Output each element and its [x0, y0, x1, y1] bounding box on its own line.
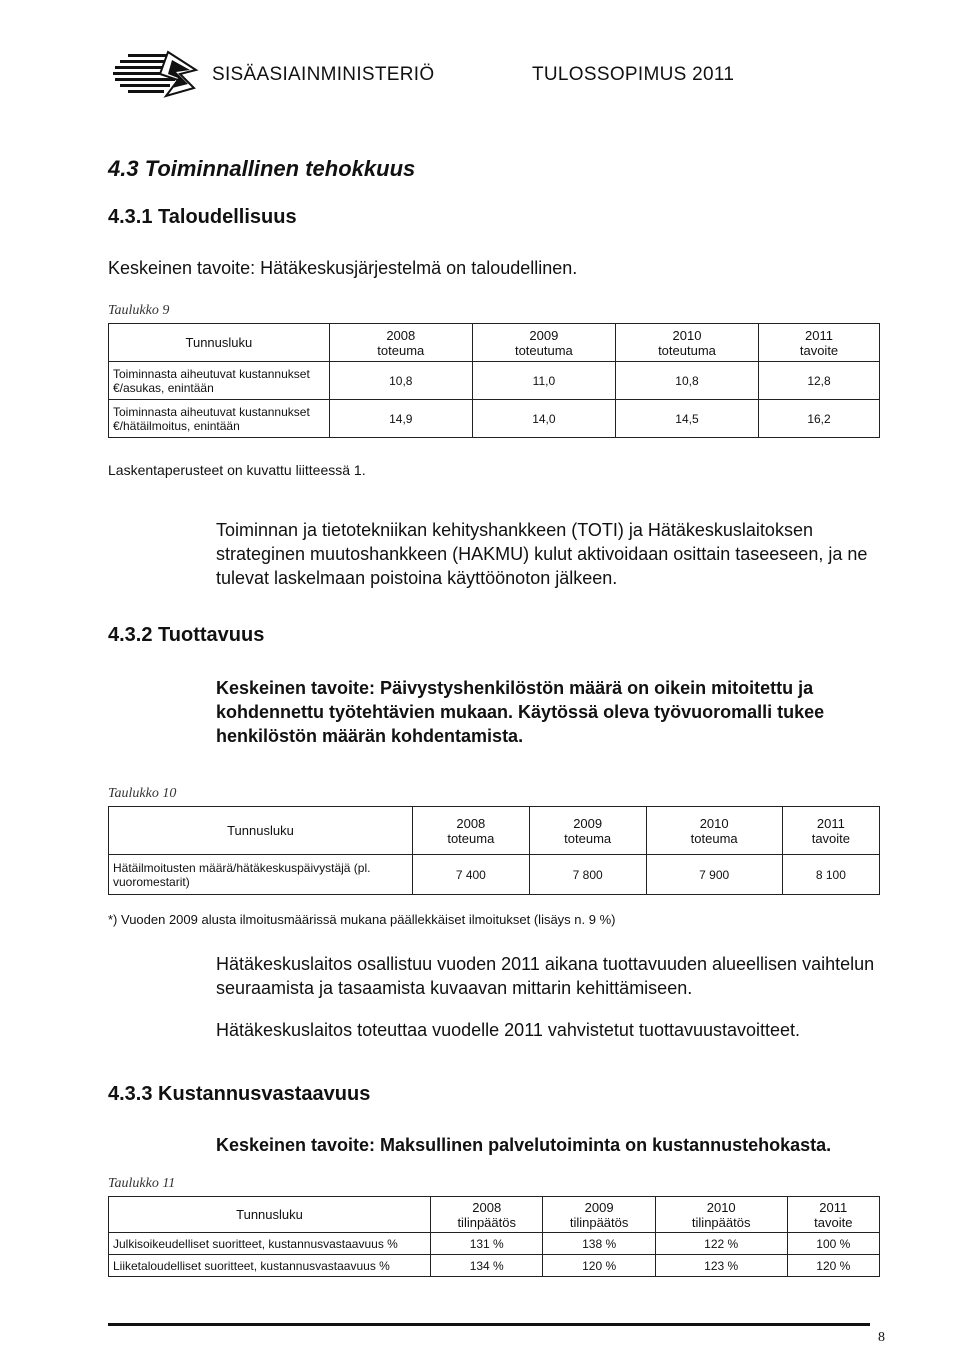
document-title: TULOSSOPIMUS 2011 [532, 64, 735, 85]
table-header-row [109, 1197, 880, 1233]
table-cell: 14,9 [329, 400, 472, 438]
subsection-heading-cost-recovery: 4.3.3 Kustannusvastaavuus [108, 1083, 371, 1105]
table-cell: 14,0 [472, 400, 615, 438]
table-header-cell: 2008 tilinpäätös [431, 1197, 543, 1233]
table-row [109, 855, 880, 895]
table-cell-label: Hätäilmoitusten määrä/hätäkeskuspäivystäjä (pl. vuoromestarit) [109, 855, 413, 895]
table-cell: 134 % [431, 1255, 543, 1277]
table-header-cell: 2010 tilinpäätös [655, 1197, 787, 1233]
table-header-cell: 2011 tavoite [787, 1197, 879, 1233]
table-cell: 7 900 [646, 855, 782, 895]
table-cell: 122 % [655, 1233, 787, 1255]
table-header-cell: 2010 toteutuma [615, 324, 758, 362]
economy-goal: Keskeinen tavoite: Hätäkeskusjärjestelmä on taloudellinen. [108, 258, 578, 278]
table-cell: 11,0 [472, 362, 615, 400]
table-header-cell: 2009 tilinpäätös [543, 1197, 655, 1233]
table-cell-label: Julkisoikeudelliset suoritteet, kustannusvastaavuus % [109, 1233, 431, 1255]
table-10 [108, 806, 880, 895]
subsection-heading-economy: 4.3.1 Taloudellisuus [108, 206, 297, 228]
table-cell: 16,2 [759, 400, 880, 438]
table-cell: 120 % [787, 1255, 879, 1277]
table-row [109, 1255, 880, 1277]
table-header-cell: 2008 toteuma [412, 807, 529, 855]
table-row [109, 362, 880, 400]
table-header-row [109, 324, 880, 362]
table-cell-label: Toiminnasta aiheutuvat kustannukset €/asukas, enintään [109, 362, 330, 400]
table-cell: 14,5 [615, 400, 758, 438]
productivity-paragraph-1: Hätäkeskuslaitos osallistuu vuoden 2011 aikana tuottavuuden alueellisen vaihtelun seuraamista ja tasaamista kuvaavan mittarin kehittämiseen. [216, 954, 875, 998]
footer-rule [108, 1323, 870, 1326]
productivity-goal: Keskeinen tavoite: Päivystyshenkilöstön määrä on oikein mitoitettu ja kohdennettu työtehtävien mukaan. Käytössä oleva työvuoromalli tukee henkilöstön määrän kohdentamista. [216, 678, 825, 746]
table-header-cell: Tunnusluku [109, 324, 330, 362]
table-11 [108, 1196, 880, 1277]
table-header-cell: 2011 tavoite [759, 324, 880, 362]
subsection-heading-productivity: 4.3.2 Tuottavuus [108, 624, 265, 646]
table-header-cell: 2008 toteuma [329, 324, 472, 362]
toti-hakmu-paragraph: Toiminnan ja tietotekniikan kehityshankkeen (TOTI) ja Hätäkeskuslaitoksen strateginen muutoshankkeen (HAKMU) kulut aktivoidaan osittain taseeseen, ja ne tulevat laskelmaan poistoina käyttöönoton jälkeen. [216, 520, 868, 588]
table-header-cell: Tunnusluku [109, 807, 413, 855]
table-cell: 10,8 [329, 362, 472, 400]
table-row [109, 400, 880, 438]
table-cell: 10,8 [615, 362, 758, 400]
table-9 [108, 323, 880, 438]
table-11-caption: Taulukko 11 [108, 1176, 176, 1191]
footnote: *) Vuoden 2009 alusta ilmoitusmäärissä mukana päällekkäiset ilmoitukset (lisäys n. 9 %) [108, 912, 616, 927]
page-number: 8 [878, 1330, 885, 1345]
table-cell-label: Liiketaloudelliset suoritteet, kustannusvastaavuus % [109, 1255, 431, 1277]
calculation-note: Laskentaperusteet on kuvattu liitteessä 1. [108, 462, 366, 478]
cost-recovery-goal: Keskeinen tavoite: Maksullinen palvelutoiminta on kustannustehokasta. [216, 1135, 832, 1155]
table-header-cell: Tunnusluku [109, 1197, 431, 1233]
section-heading: 4.3 Toiminnallinen tehokkuus [108, 156, 416, 181]
table-header-cell: 2011 tavoite [782, 807, 879, 855]
table-cell-label: Toiminnasta aiheutuvat kustannukset €/hätäilmoitus, enintään [109, 400, 330, 438]
table-cell: 123 % [655, 1255, 787, 1277]
table-cell: 7 400 [412, 855, 529, 895]
table-header-row [109, 807, 880, 855]
table-header-cell: 2009 toteutuma [472, 324, 615, 362]
table-row [109, 1233, 880, 1255]
table-cell: 12,8 [759, 362, 880, 400]
productivity-paragraph-2: Hätäkeskuslaitos toteuttaa vuodelle 2011 vahvistetut tuottavuustavoitteet. [216, 1020, 801, 1040]
table-10-caption: Taulukko 10 [108, 786, 177, 801]
table-header-cell: 2009 toteuma [529, 807, 646, 855]
table-cell: 100 % [787, 1233, 879, 1255]
table-cell: 120 % [543, 1255, 655, 1277]
ministry-logo-icon [110, 48, 200, 100]
table-cell: 138 % [543, 1233, 655, 1255]
table-9-caption: Taulukko 9 [108, 303, 170, 318]
table-header-cell: 2010 toteuma [646, 807, 782, 855]
table-cell: 7 800 [529, 855, 646, 895]
table-cell: 131 % [431, 1233, 543, 1255]
ministry-name: SISÄASIAINMINISTERIÖ [212, 64, 435, 85]
table-cell: 8 100 [782, 855, 879, 895]
